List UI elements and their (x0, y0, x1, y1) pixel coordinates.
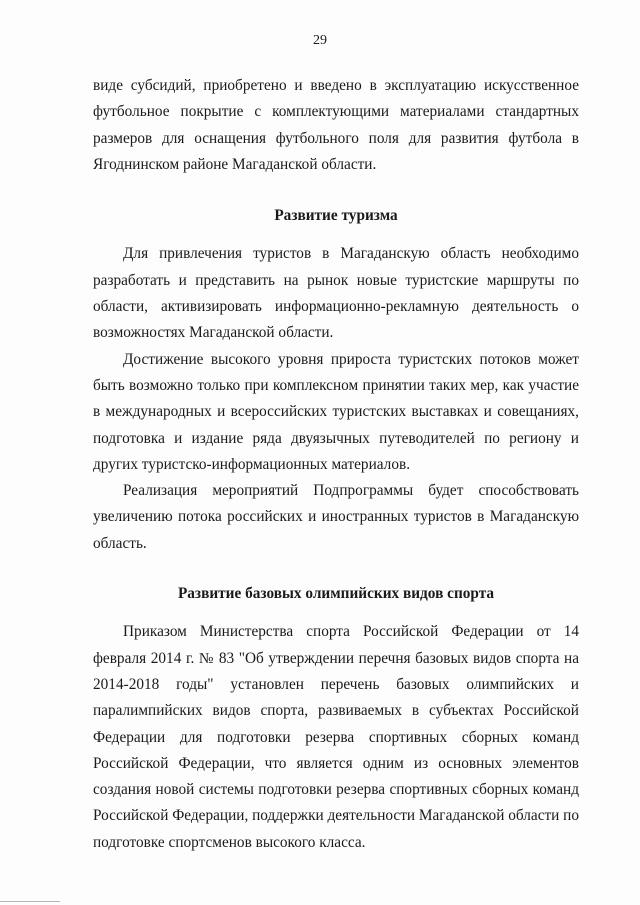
olympic-paragraph-1: Приказом Министерства спорта Российской Федерации от 14 февраля 2014 г. № 83 "Об утверждении перечня базовых видов спорта на 2014-2018 годы" установлен перечень базовых олимпийских и паралимпийских видов спорта, развиваемых в субъектах Российской Федерации для подготовки резерва спортивных сборных команд Российской Федерации, что является одним из основных элементов создания новой системы подготовки резерва спортивных сборных команд Российской Федерации, поддержки деятельности Магаданской области по подготовке спортсменов высокого класса. (93, 623, 580, 851)
page-number: 29 (313, 33, 327, 48)
tourism-paragraph-2: Достижение высокого уровня прироста туристских потоков может быть возможно только при комплексном принятии таких мер, как участие в международных и всероссийских туристских выставках и совещаниях, подготовка и издание ряда двуязычных путеводителей по региону и других туристско-информационных материалов. (93, 350, 579, 473)
document-body (93, 73, 579, 856)
scan-edge-line (0, 901, 60, 902)
tourism-paragraph-3: Реализация мероприятий Подпрограммы будет способствовать увеличению потока российских и иностранных туристов в Магаданскую область. (93, 482, 579, 552)
tourism-paragraph-1: Для привлечения туристов в Магаданскую область необходимо разработать и представить на рынок новые туристские маршруты по области, активизировать информационно-рекламную деятельность о возможностях Магаданской области. (93, 245, 579, 342)
intro-paragraph: виде субсидий, приобретено и введено в эксплуатацию искусственное футбольное покрытие с комплектующими материалами стандартных размеров для оснащения футбольного поля для развития футбола в Ягоднинском районе Магаданской области. (93, 77, 579, 173)
section-heading-tourism: Развитие туризма (274, 207, 398, 225)
section-heading-olympic: Развитие базовых олимпийских видов спорта (177, 585, 495, 603)
